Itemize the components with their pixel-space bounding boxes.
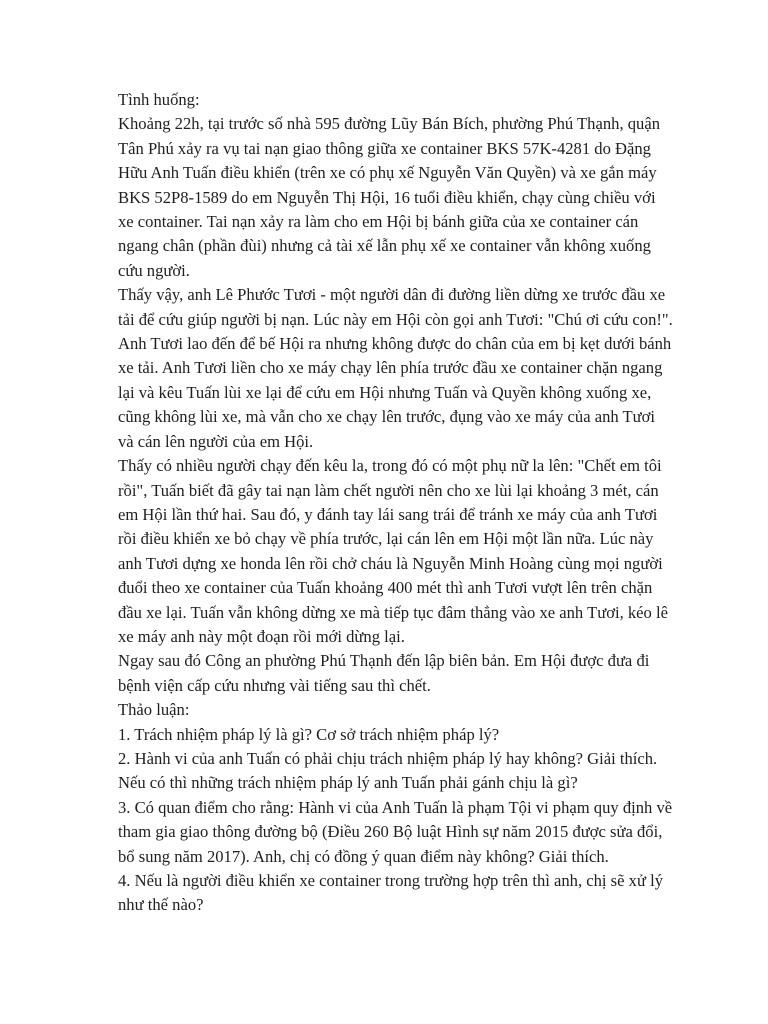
discussion-heading: Thảo luận: xyxy=(118,700,190,720)
question-3: 3. Có quan điểm cho rằng: Hành vi của Anh Tuấn là phạm Tội vi phạm quy định về tham gia giao thông đường bộ (Điều 260 Bộ luật Hình sự năm 2015 được sửa đổi, bổ sung năm 2017). Anh, chị có đồng ý quan điểm này không? Giải thích. xyxy=(118,797,673,866)
question-1: 1. Trách nhiệm pháp lý là gì? Cơ sở trách nhiệm pháp lý? xyxy=(118,724,500,744)
paragraph-rescue-attempt: Thấy vậy, anh Lê Phước Tươi - một người dân đi đường liền dừng xe trước đầu xe tải để cứu giúp người bị nạn. Lúc này em Hội còn gọi anh Tươi: "Chú ơi cứu con!". Anh Tươi lao đến để bế Hội ra nhưng không được do chân của em bị kẹt dưới bánh xe tải. Anh Tươi liền cho xe máy chạy lên phía trước đầu xe container chặn ngang lại và kêu Tuấn lùi xe lại để cứu em Hội nhưng Tuấn và Quyền không xuống xe, cũng không lùi xe, mà vẫn cho xe chạy lên trước, đụng vào xe máy của anh Tươi và cán lên người của em Hội. xyxy=(118,285,673,451)
question-2: 2. Hành vi của anh Tuấn có phải chịu trách nhiệm pháp lý hay không? Giải thích. Nếu có thì những trách nhiệm pháp lý anh Tuấn phải gánh chịu là gì? xyxy=(118,748,658,793)
situation-heading: Tình huống: xyxy=(118,90,200,109)
question-4: 4. Nếu là người điều khiển xe container trong trường hợp trên thì anh, chị sẽ xử lý như thế nào? xyxy=(118,871,664,915)
paragraph-aftermath: Ngay sau đó Công an phường Phú Thạnh đến lập biên bản. Em Hội được đưa đi bệnh viện cấp cứu nhưng vài tiếng sau thì chết. xyxy=(118,651,650,695)
paragraph-accident: Khoảng 22h, tại trước số nhà 595 đường Lũy Bán Bích, phường Phú Thạnh, quận Tân Phú xảy ra vụ tai nạn giao thông giữa xe container BKS 57K-4281 do Đặng Hữu Anh Tuấn điều khiển (trên xe có phụ xế Nguyễn Văn Quyền) và xe gắn máy BKS 52P8-1589 do em Nguyễn Thị Hội, 16 tuổi điều khiển, chạy cùng chiều với xe container. Tai nạn xảy ra làm cho em Hội bị bánh giữa của xe container cán ngang chân (phần đùi) nhưng cả tài xế lẫn phụ xế xe container vẫn không xuống cứu người. xyxy=(118,114,660,280)
paragraph-second-run-over: Thấy có nhiều người chạy đến kêu la, trong đó có một phụ nữ la lên: "Chết em tôi rồi", Tuấn biết đã gây tai nạn làm chết người nên cho xe lùi lại khoảng 3 mét, cán em Hội lần thứ hai. Sau đó, y đánh tay lái sang trái để tránh xe máy của anh Tươi rồi điều khiển xe bỏ chạy về phía trước, lại cán lên em Hội một lần nữa. Lúc này anh Tươi dựng xe honda lên rồi chở cháu là Nguyễn Minh Hoàng cùng mọi người đuổi theo xe container của Tuấn khoảng 400 mét thì anh Tươi vượt lên trên chặn đầu xe lại. Tuấn vẫn không dừng xe mà tiếp tục đâm thẳng vào xe anh Tươi, kéo lê xe máy anh này một đoạn rồi mới dừng lại. xyxy=(118,456,668,646)
document-page xyxy=(118,88,674,918)
